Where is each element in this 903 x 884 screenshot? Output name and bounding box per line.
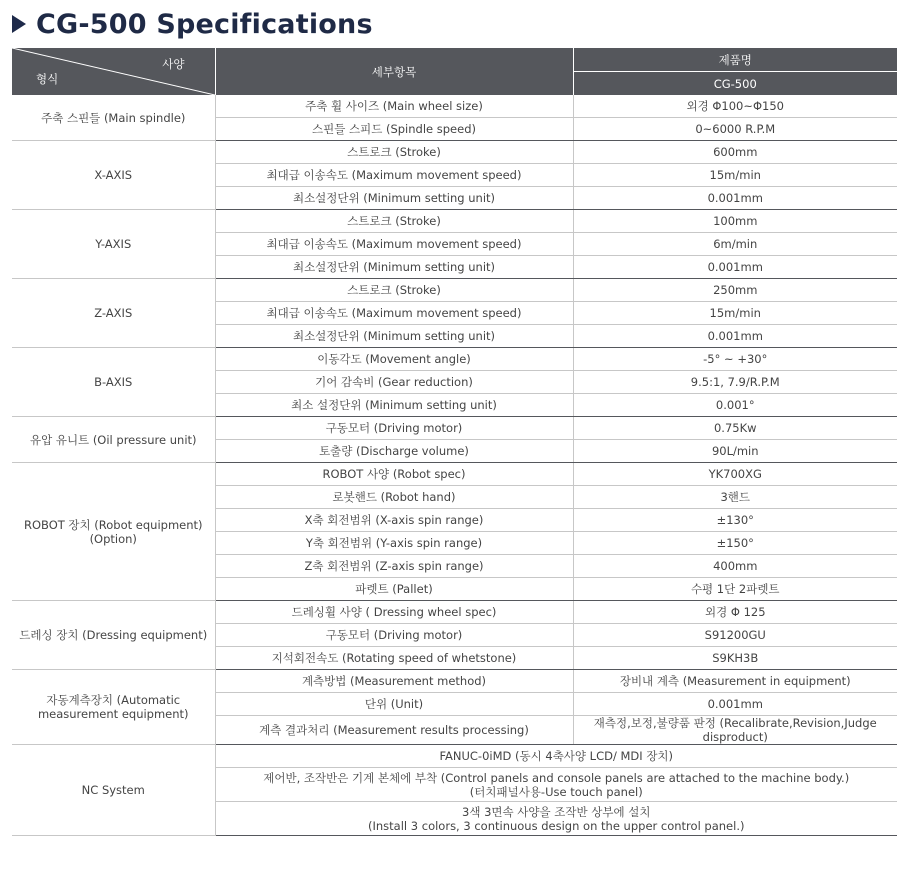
value-cell: 100mm [573,210,897,233]
header-model-cell: CG-500 [573,72,897,96]
item-cell: 주축 휠 사이즈 (Main wheel size) [215,95,573,118]
value-cell: 수평 1단 2파렛트 [573,578,897,601]
item-cell: 스트로크 (Stroke) [215,279,573,302]
item-cell: 구동모터 (Driving motor) [215,417,573,440]
value-cell: 15m/min [573,302,897,325]
item-cell: 스트로크 (Stroke) [215,141,573,164]
value-cell: -5° ~ +30° [573,348,897,371]
value-cell: 400mm [573,555,897,578]
item-cell: 지석회전속도 (Rotating speed of whetstone) [215,647,573,670]
item-cell: 최소설정단위 (Minimum setting unit) [215,325,573,348]
header-type-label: 형식 [36,72,59,86]
table-body [12,95,897,836]
table-row [12,670,897,693]
value-cell: 90L/min [573,440,897,463]
item-cell: 최소설정단위 (Minimum setting unit) [215,256,573,279]
nc-spec-cell [215,768,897,802]
item-cell: 로봇핸드 (Robot hand) [215,486,573,509]
spec-table [12,48,897,836]
table-row [12,417,897,440]
header-spec-label: 사양 [162,57,185,71]
value-cell: 9.5:1, 7.9/R.P.M [573,371,897,394]
item-cell: Y축 회전범위 (Y-axis spin range) [215,532,573,555]
nc-spec-line: 3색 3면속 사양을 조작반 상부에 설치 [462,804,651,819]
value-cell: 외경 Φ100~Φ150 [573,95,897,118]
table-row [12,279,897,302]
item-cell: 최소 설정단위 (Minimum setting unit) [215,394,573,417]
nc-spec-subline: (Install 3 colors, 3 continuous design on the upper control panel.) [368,818,745,833]
value-cell: S91200GU [573,624,897,647]
page-title [12,4,373,44]
value-cell: 6m/min [573,233,897,256]
nc-spec-line: 제어반, 조작반은 기계 본체에 부착 (Control panels and console panels are attached to the machine body.) [263,770,850,785]
item-cell: 계측 결과처리 (Measurement results processing) [215,716,573,745]
table-header [12,48,897,95]
nc-spec-cell [215,745,897,768]
nc-spec-cell [215,802,897,836]
group-name-cell: 자동계측장치 (Automatic measurement equipment) [12,670,215,745]
table-row [12,601,897,624]
nc-spec-line: FANUC-0iMD (동시 4축사양 LCD/ MDI 장치) [439,749,674,763]
value-cell: 0.001mm [573,187,897,210]
group-name-cell: B-AXIS [12,348,215,417]
table-row [12,348,897,371]
item-cell: 토출량 (Discharge volume) [215,440,573,463]
group-name-cell: 주축 스핀들 (Main spindle) [12,95,215,141]
value-cell: 250mm [573,279,897,302]
item-cell: 단위 (Unit) [215,693,573,716]
item-cell: Z축 회전범위 (Z-axis spin range) [215,555,573,578]
item-cell: 최대급 이송속도 (Maximum movement speed) [215,164,573,187]
table-row [12,463,897,486]
item-cell: 기어 감속비 (Gear reduction) [215,371,573,394]
header-corner-cell [12,48,215,95]
table-row [12,210,897,233]
value-cell: 600mm [573,141,897,164]
value-cell: 0.001mm [573,693,897,716]
value-cell: 0.001° [573,394,897,417]
group-name-cell: 드레싱 장치 (Dressing equipment) [12,601,215,670]
item-cell: 최소설정단위 (Minimum setting unit) [215,187,573,210]
item-cell: 스트로크 (Stroke) [215,210,573,233]
value-cell: 3핸드 [573,486,897,509]
item-cell: 최대급 이송속도 (Maximum movement speed) [215,233,573,256]
item-cell: 구동모터 (Driving motor) [215,624,573,647]
group-name-cell: Y-AXIS [12,210,215,279]
group-name-cell: Z-AXIS [12,279,215,348]
group-name-cell: NC System [12,745,215,836]
header-detail-cell: 세부항목 [215,48,573,95]
group-name-cell: ROBOT 장치 (Robot equipment) (Option) [12,463,215,601]
table-row [12,745,897,768]
item-cell: 파렛트 (Pallet) [215,578,573,601]
group-name-cell: X-AXIS [12,141,215,210]
triangle-bullet-icon [12,15,26,33]
item-cell: X축 회전범위 (X-axis spin range) [215,509,573,532]
value-cell: 재측정,보정,불량품 판정 (Recalibrate,Revision,Judge disproduct) [573,716,897,745]
table-row [12,95,897,118]
value-cell: 장비내 계측 (Measurement in equipment) [573,670,897,693]
value-cell: ±150° [573,532,897,555]
item-cell: 스핀들 스피드 (Spindle speed) [215,118,573,141]
item-cell: 계측방법 (Measurement method) [215,670,573,693]
value-cell: ±130° [573,509,897,532]
value-cell: S9KH3B [573,647,897,670]
item-cell: 드레싱휠 사양 ( Dressing wheel spec) [215,601,573,624]
item-cell: 최대급 이송속도 (Maximum movement speed) [215,302,573,325]
value-cell: 0.75Kw [573,417,897,440]
value-cell: 0.001mm [573,256,897,279]
value-cell: 15m/min [573,164,897,187]
item-cell: ROBOT 사양 (Robot spec) [215,463,573,486]
value-cell: 0~6000 R.P.M [573,118,897,141]
item-cell: 이동각도 (Movement angle) [215,348,573,371]
table-row [12,141,897,164]
value-cell: YK700XG [573,463,897,486]
value-cell: 외경 Φ 125 [573,601,897,624]
title-text: CG-500 Specifications [36,8,373,40]
header-product-cell: 제품명 [573,48,897,72]
nc-spec-subline: (터치패널사용-Use touch panel) [469,784,643,799]
group-name-cell: 유압 유니트 (Oil pressure unit) [12,417,215,463]
value-cell: 0.001mm [573,325,897,348]
